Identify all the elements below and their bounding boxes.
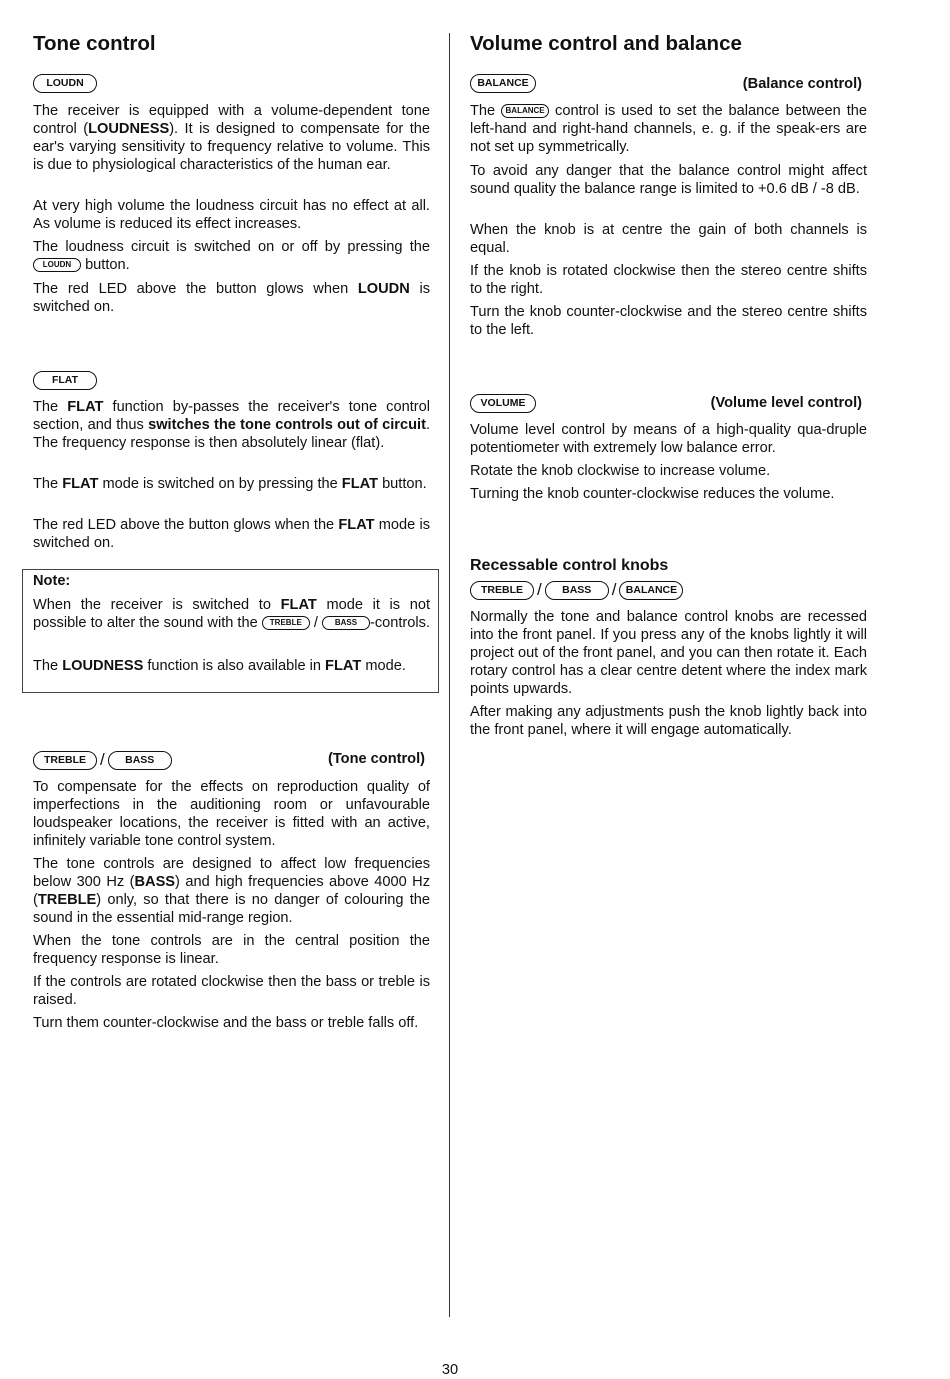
volume-paragraph-2: Rotate the knob clockwise to increase volume. [470,463,771,479]
slash-separator: / [100,750,105,769]
volume-control-row [470,394,867,416]
recessable-paragraph-2: After making any adjustments push the knob lightly back into the front panel, where it will engage automatically. [470,704,867,738]
bass-button-icon-inline: BASS [322,616,370,630]
slash-separator: / [537,580,542,599]
flat-paragraph-1: The FLAT function by-passes the receiver's tone control section, and thus switches the tone controls out of circuit. The frequency response is then absolutely linear (flat). [33,399,430,451]
balance-button-icon-inline: BALANCE [501,104,549,118]
tone-paragraph-1: To compensate for the effects on reproduction quality of imperfections in the auditioning room or unfavourable loudspeaker locations, the receiver is fitted with an active, infinitely variable tone control system. [33,779,430,849]
tone-paragraph-2: The tone controls are designed to affect low frequencies below 300 Hz (BASS) and high frequencies above 4000 Hz (TREBLE) only, so that there is no danger of colouring the sound in the essential mid-range region. [33,856,430,926]
balance-control-caption: (Balance control) [742,76,862,92]
balance-button-icon: BALANCE [619,581,683,600]
balance-button-icon: BALANCE [470,74,536,93]
note-label: Note: [33,573,71,589]
loudn-paragraph-3: The loudness circuit is switched on or off by pressing the LOUDN button. [33,239,430,273]
volume-button-icon: VOLUME [470,394,536,413]
tone-paragraph-3: When the tone controls are in the central position the frequency response is linear. [33,933,430,967]
tone-control-row [33,750,430,772]
bass-button-icon: BASS [108,751,172,770]
balance-paragraph-2: To avoid any danger that the balance control might affect sound quality the balance range is limited to +0.6 dB / -8 dB. [470,163,867,197]
loudn-paragraph-2: At very high volume the loudness circuit has no effect at all. As volume is reduced its effect increases. [33,198,430,232]
treble-button-icon: TREBLE [33,751,97,770]
flat-paragraph-3: The red LED above the button glows when the FLAT mode is switched on. [33,517,430,551]
page-number: 30 [441,1362,459,1378]
volume-control-caption: (Volume level control) [710,395,862,411]
balance-paragraph-5: Turn the knob counter-clockwise and the stereo centre shifts to the left. [470,304,867,338]
flat-paragraph-2: The FLAT mode is switched on by pressing the FLAT button. [33,476,427,492]
section-title-tone-control: Tone control [33,32,156,55]
balance-control-row [470,74,867,96]
loudn-button-icon-inline: LOUDN [33,258,81,272]
note-box [22,569,439,693]
treble-button-icon-inline: TREBLE [262,616,310,630]
flat-button-icon: FLAT [33,371,97,390]
loudn-paragraph-1: The receiver is equipped with a volume-dependent tone control (LOUDNESS). It is designed to compensate for the ear's varying sensitivity to frequency relative to volume. This is due to physiological characteristics of the human ear. [33,103,430,173]
volume-paragraph-1: Volume level control by means of a high-quality qua-druple potentiometer with extremely low balance error. [470,422,867,456]
recessable-knobs-control-row [470,580,683,602]
loudn-button-icon: LOUDN [33,74,97,93]
flat-control-row [33,371,97,393]
note-paragraph-1: When the receiver is switched to FLAT mode it is not possible to alter the sound with the TREBLE / BASS -controls. [33,597,431,631]
tone-paragraph-5: Turn them counter-clockwise and the bass or treble falls off. [33,1015,419,1031]
loudn-control-row [33,74,97,96]
recessable-knobs-heading: Recessable control knobs [470,557,669,574]
column-divider [449,33,450,1317]
tone-control-caption: (Tone control) [327,751,425,767]
note-paragraph-2: The LOUDNESS function is also available in FLAT mode. [33,658,406,674]
slash-separator: / [611,580,617,599]
treble-button-icon: TREBLE [470,581,534,600]
balance-paragraph-3: When the knob is at centre the gain of both channels is equal. [470,222,867,256]
recessable-paragraph-1: Normally the tone and balance control knobs are recessed into the front panel. If you press any of the knobs lightly it will project out of the front panel, and you can then rotate it. Each rotary control has a clear centre detent where the index mark points upwards. [470,609,867,697]
volume-paragraph-3: Turning the knob counter-clockwise reduces the volume. [470,486,835,502]
section-title-volume-balance: Volume control and balance [470,32,742,55]
loudn-paragraph-4: The red LED above the button glows when LOUDN is switched on. [33,281,430,315]
balance-paragraph-4: If the knob is rotated clockwise then the stereo centre shifts to the right. [470,263,867,297]
balance-paragraph-1: The BALANCE control is used to set the balance between the left-hand and right-hand channels, e. g. if the speak-ers are not set up symmetrically. [470,103,867,155]
bass-button-icon: BASS [545,581,609,600]
tone-paragraph-4: If the controls are rotated clockwise then the bass or treble is raised. [33,974,430,1008]
